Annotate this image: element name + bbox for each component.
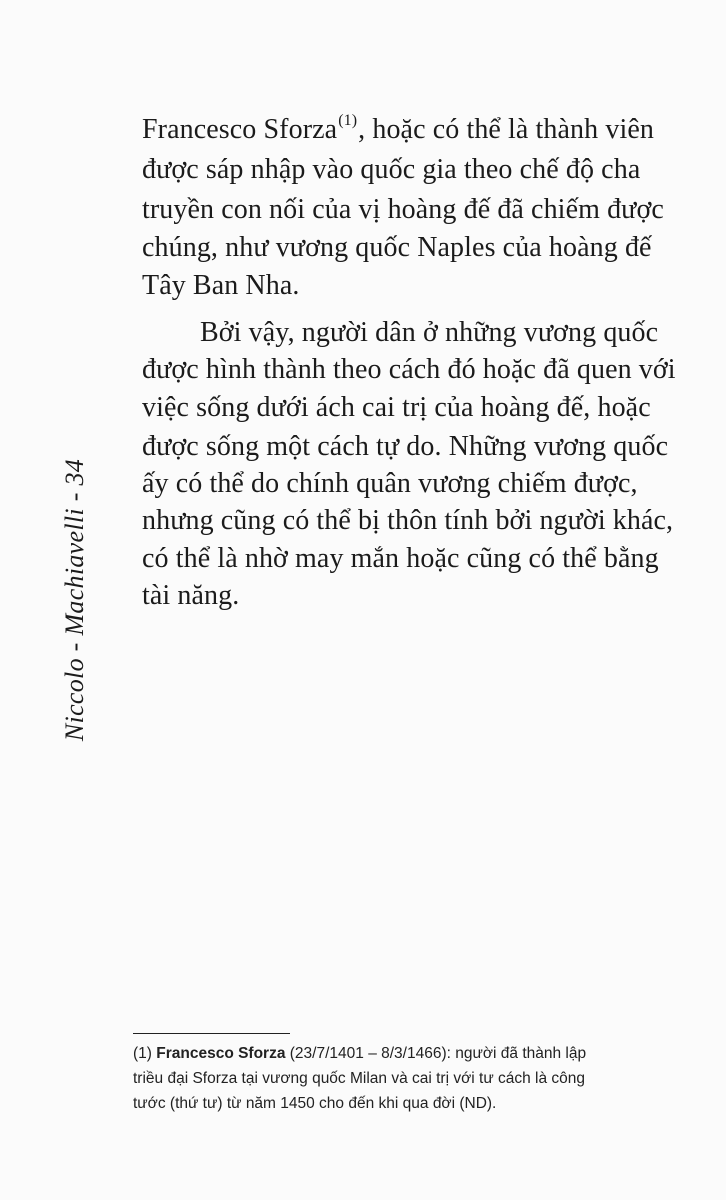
running-head: Niccolo - Machiavelli - 34 [60, 458, 89, 742]
paragraph-1-line-1 [142, 112, 654, 145]
paragraph-1-line-4: chúng, như vương quốc Naples của hoàng đế [142, 232, 652, 263]
paragraph-1-line-5: Tây Ban Nha. [142, 270, 300, 301]
footnote-person-name: Francesco Sforza [156, 1045, 286, 1062]
paragraph-2-line-3: việc sống dưới ách cai trị của hoàng đế, hoặc [142, 392, 651, 423]
paragraph-2-line-6: nhưng cũng có thể bị thôn tính bởi người khác, [142, 505, 674, 536]
paragraph-2-line-1: Bởi vậy, người dân ở những vương quốc [200, 317, 659, 348]
paragraph-1-line-2: được sáp nhập vào quốc gia theo chế độ cha [142, 154, 641, 185]
footnote-line-1-rest: (23/7/1401 – 8/3/1466): người đã thành lập [285, 1045, 587, 1062]
paragraph-1-line-3: truyền con nối của vị hoàng đế đã chiếm được [142, 194, 664, 225]
paragraph-2-line-8: tài năng. [142, 580, 240, 611]
paragraph-1-line-1-rest: , hoặc có thể là thành viên [358, 114, 654, 145]
paragraph-2-line-7: có thể là nhờ may mắn hoặc cũng có thể bằng [142, 543, 659, 574]
footnote-line-3: tước (thứ tư) từ năm 1450 cho đến khi qua đời (ND). [133, 1095, 497, 1112]
paragraph-2-line-5: ấy có thể do chính quân vương chiếm được, [142, 468, 638, 499]
footnote-line-2: triều đại Sforza tại vương quốc Milan và cai trị với tư cách là công [133, 1070, 586, 1087]
person-name: Francesco Sforza [142, 114, 338, 145]
paragraph-2-line-2: được hình thành theo cách đó hoặc đã quen với [142, 354, 676, 385]
footnote-marker: (1) [338, 112, 358, 129]
footnote-number: (1) [133, 1045, 157, 1062]
footnote-line-1 [133, 1046, 586, 1062]
footnote-divider [133, 1033, 290, 1034]
paragraph-2-line-4: được sống một cách tự do. Những vương quốc [142, 431, 669, 462]
